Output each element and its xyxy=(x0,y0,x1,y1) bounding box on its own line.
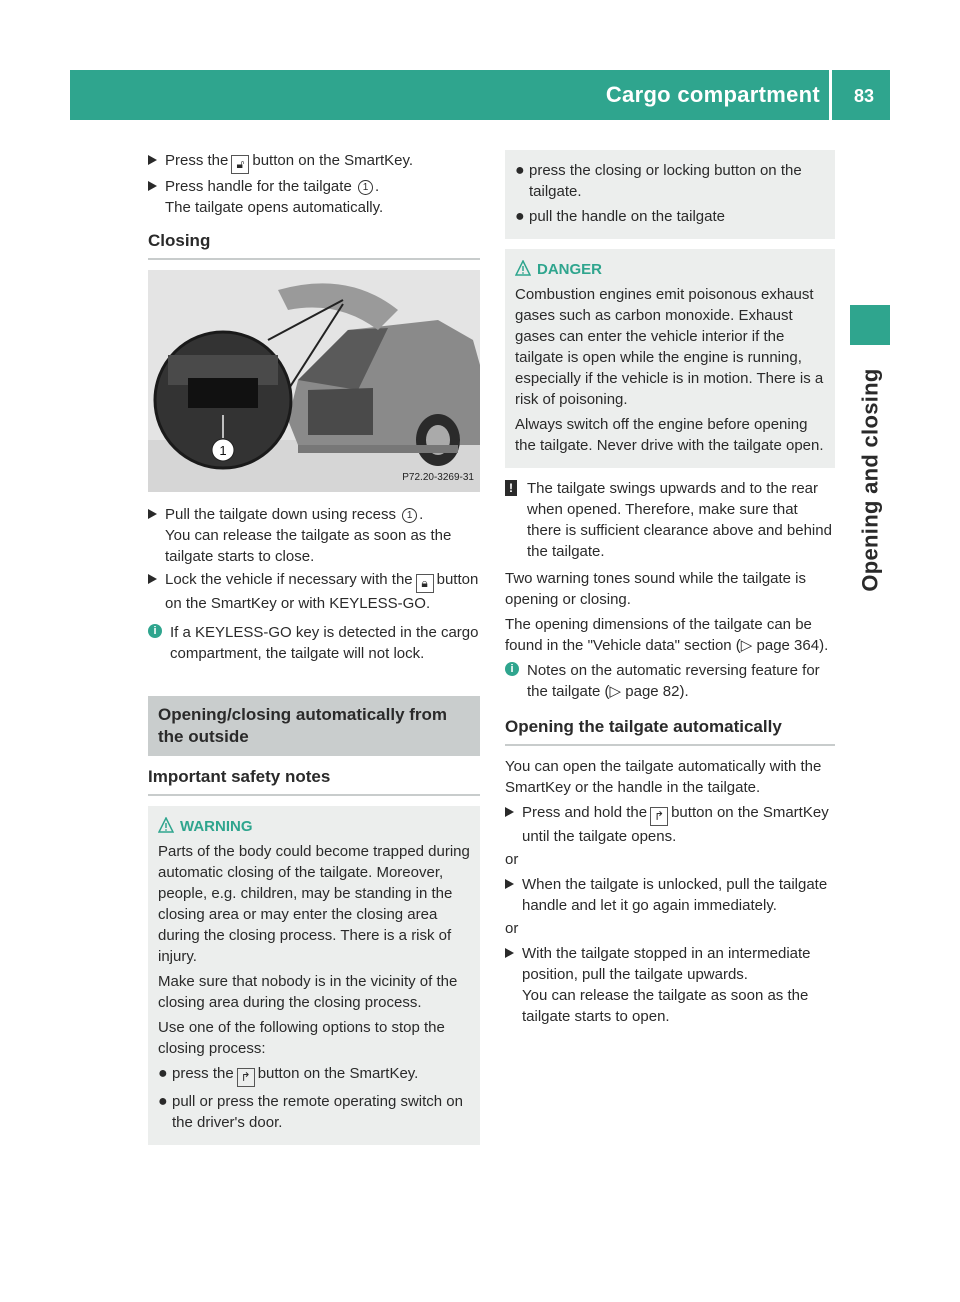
page-header xyxy=(70,70,890,120)
info-icon: i xyxy=(505,662,519,676)
danger-heading: DANGER xyxy=(515,259,825,280)
step-press-hold: Press and hold the ↱ button on the SmartKey until the tailgate opens. xyxy=(505,802,835,847)
warning-heading: WARNING xyxy=(158,816,470,837)
callout-1-icon: 1 xyxy=(358,180,373,195)
right-column: ● press the closing or locking button on the tailgate. ● pull the handle on the tailgate DANGER Combustion engines emit poisonous exhaust gases such as carbon monoxide. Exhaust gases can enter the vehicle interior if the tailgate is open while the engine is running, especially if the vehicle is in motion. There is a risk of poisoning. Always switch off the engine before opening the tailgate. Never drive with the tailgate open. ! The tailgate swings upwards and to the rear when opened. Therefore, make sure that there is sufficient clearance above and behind the tailgate. Two warning tones sound while the tailgate is opening or closing. The opening dimensions of the tailgate can be found in the "Vehicle data" section (▷ page 364). i Notes on the automatic reversing feature for the tailgate (▷ page 82). Opening the tailgate automatically You can open the tailgate automatically with the SmartKey or the handle in the tailgate. Press and hold the ↱ button on the SmartKey until the tailgate opens. or When the tailgate is unlocked, pull the tailgate handle and let it go again immediately. or With the tailgate stopped in an intermediate position, pull the tailgate upwards. You can release the tailgate as soon as the tailgate starts to open. xyxy=(505,150,835,1029)
side-tab-marker xyxy=(850,305,890,345)
svg-text:1: 1 xyxy=(219,443,227,458)
warning-triangle-icon xyxy=(515,260,531,276)
warning-option-2: ● pull or press the remote operating switch on the driver's door. xyxy=(158,1093,463,1131)
step-pull-handle: When the tailgate is unlocked, pull the tailgate handle and let it go again immediately. xyxy=(505,874,835,916)
step-arrow-icon xyxy=(148,181,157,191)
step-arrow-icon xyxy=(148,155,157,165)
info-note-reversing: i Notes on the automatic reversing feature for the tailgate (▷ page 82). xyxy=(505,660,835,702)
warning-triangle-icon xyxy=(158,817,174,833)
info-note-keyless: i If a KEYLESS-GO key is detected in the cargo compartment, the tailgate will not lock. xyxy=(148,622,480,664)
safety-heading: Important safety notes xyxy=(148,766,480,796)
tailgate-key-icon: ↱ xyxy=(237,1068,255,1087)
header-divider xyxy=(829,70,832,120)
step-arrow-icon xyxy=(505,807,514,817)
caution-note: ! The tailgate swings upwards and to the rear when opened. Therefore, make sure that there is sufficient clearance above and behind the tailgate. xyxy=(505,478,835,562)
step-pull-down: Pull the tailgate down using recess 1 . You can release the tailgate as soon as the tailgate starts to close. xyxy=(148,504,480,567)
lock-key-icon: 🔒︎ xyxy=(416,574,434,593)
header-title: Cargo compartment xyxy=(605,82,820,107)
figure-code: P72.20-3269-31 xyxy=(402,472,474,483)
tailgate-illustration xyxy=(148,270,480,492)
tailgate-figure xyxy=(148,270,480,492)
warning-option-1: ● press the ↱ button on the SmartKey. xyxy=(158,1063,470,1087)
step-pull-upwards: With the tailgate stopped in an intermediate position, pull the tailgate upwards. You can release the tailgate as soon as the tailgate starts to open. xyxy=(505,943,835,1027)
step-unlock: Press the 🔓︎ button on the SmartKey. xyxy=(148,150,480,174)
unlock-key-icon: 🔓︎ xyxy=(231,155,249,174)
exclamation-icon: ! xyxy=(505,480,517,496)
section-heading: Opening/closing automatically from the outside xyxy=(148,696,480,756)
warning-option-3: ● press the closing or locking button on the tailgate. xyxy=(515,162,802,200)
step-arrow-icon xyxy=(505,948,514,958)
left-column xyxy=(148,150,480,1155)
step-arrow-icon xyxy=(148,509,157,519)
warning-box: WARNING Parts of the body could become trapped during automatic closing of the tailgate. Moreover, people, e.g. children, may be standing in the closing area or may enter the closing area during the closing process. There is a risk of injury. Make sure that nobody is in the vicinity of the closing area during the closing process. Use one of the following options to stop the closing process: ● press the ↱ button on the SmartKey. ● pull or press the remote operating switch on the driver's door. xyxy=(148,806,480,1145)
step-lock: Lock the vehicle if necessary with the 🔒︎ button on the SmartKey or with KEYLESS-GO. xyxy=(148,569,480,614)
info-icon: i xyxy=(148,624,162,638)
warning-box-continued xyxy=(505,150,835,239)
closing-heading: Closing xyxy=(148,230,480,260)
tailgate-key-icon: ↱ xyxy=(650,807,668,826)
step-arrow-icon xyxy=(148,574,157,584)
chapter-label: Opening and closing xyxy=(857,368,883,592)
page-number: 83 xyxy=(853,86,874,106)
danger-box: DANGER Combustion engines emit poisonous exhaust gases such as carbon monoxide. Exhaust gases can enter the vehicle interior if the tailgate is open while the engine is running, especially if the vehicle is in motion. There is a risk of poisoning. Always switch off the engine before opening the tailgate. Never drive with the tailgate open. xyxy=(505,249,835,468)
step-arrow-icon xyxy=(505,879,514,889)
warning-option-4: ● pull the handle on the tailgate xyxy=(515,208,725,225)
callout-1-icon: 1 xyxy=(402,508,417,523)
step-press-handle: Press handle for the tailgate 1 . The tailgate opens automatically. xyxy=(148,176,480,218)
auto-open-heading: Opening the tailgate automatically xyxy=(505,716,835,746)
